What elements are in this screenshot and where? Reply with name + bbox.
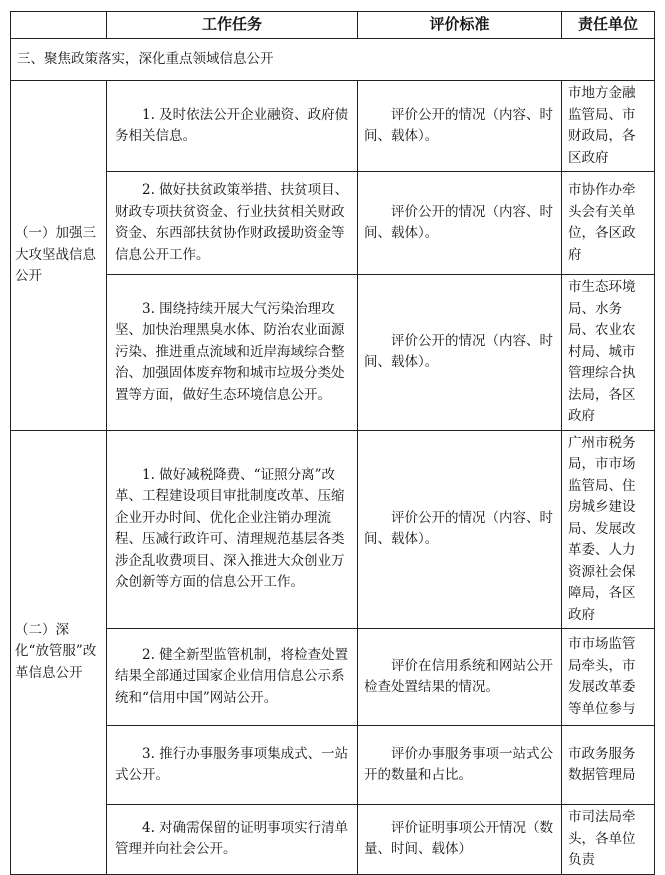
unit-cell: 市政务服务数据管理局 <box>562 726 655 805</box>
unit-cell: 市生态环境局、水务局、农业农村局、城市管理综合执法局，各区政府 <box>562 275 655 431</box>
task-cell: 4. 对确需保留的证明事项实行清单管理并向社会公开。 <box>107 805 358 875</box>
criteria-cell: 评价办事服务事项一站式公开的数量和占比。 <box>358 726 562 805</box>
unit-cell: 市司法局牵头，各单位负责 <box>562 805 655 875</box>
category-cell: （二）深化“放管服”改革信息公开 <box>11 430 107 874</box>
criteria-cell: 评价证明事项公开情况（数量、时间、载体） <box>358 805 562 875</box>
header-unit: 责任单位 <box>562 12 655 39</box>
category-cell: （一）加强三大攻坚战信息公开 <box>11 81 107 431</box>
criteria-cell: 评价公开的情况（内容、时间、载体）。 <box>358 81 562 172</box>
criteria-cell: 评价公开的情况（内容、时间、载体）。 <box>358 275 562 431</box>
task-cell: 1. 做好减税降费、“证照分离”改革、工程建设项目审批制度改革、压缩企业开办时间、优化企业注销办理流程、压减行政许可、清理规范基层各类涉企乱收费项目、深入推进大众创业万众创新等方面的信息公开工作。 <box>107 430 358 629</box>
table-row <box>11 726 655 805</box>
unit-cell: 市地方金融监管局、市财政局，各区政府 <box>562 81 655 172</box>
task-cell: 2. 做好扶贫政策举措、扶贫项目、财政专项扶贫资金、行业扶贫相关财政资金、东西部扶贫协作财政援助资金等信息公开工作。 <box>107 172 358 275</box>
section-row <box>11 39 655 81</box>
table-row <box>11 275 655 431</box>
header-category <box>11 12 107 39</box>
header-task: 工作任务 <box>107 12 358 39</box>
header-row <box>11 12 655 39</box>
task-cell: 1. 及时依法公开企业融资、政府债务相关信息。 <box>107 81 358 172</box>
section-title: 三、聚焦政策落实，深化重点领域信息公开 <box>11 39 655 81</box>
header-criteria: 评价标准 <box>358 12 562 39</box>
unit-cell: 市市场监管局牵头，市发展改革委等单位参与 <box>562 629 655 726</box>
task-cell: 3. 推行办事服务事项集成式、一站式公开。 <box>107 726 358 805</box>
task-cell: 3. 围绕持续开展大气污染治理攻坚、加快治理黑臭水体、防治农业面源污染、推进重点流域和近岸海域综合整治、加强固体废弃物和城市垃圾分类处置等方面，做好生态环境信息公开。 <box>107 275 358 431</box>
table-row <box>11 629 655 726</box>
unit-cell: 市协作办牵头会有关单位，各区政府 <box>562 172 655 275</box>
criteria-cell: 评价公开的情况（内容、时间、载体）。 <box>358 172 562 275</box>
criteria-cell: 评价在信用系统和网站公开检查处置结果的情况。 <box>358 629 562 726</box>
table-row <box>11 81 655 172</box>
criteria-cell: 评价公开的情况（内容、时间、载体）。 <box>358 430 562 629</box>
table-row <box>11 430 655 629</box>
task-cell: 2. 健全新型监管机制，将检查处置结果全部通过国家企业信用信息公示系统和“信用中国”网站公开。 <box>107 629 358 726</box>
task-table <box>10 11 655 875</box>
unit-cell: 广州市税务局，市市场监管局、住房城乡建设局、发展改革委、人力资源社会保障局，各区政府 <box>562 430 655 629</box>
table-row <box>11 172 655 275</box>
